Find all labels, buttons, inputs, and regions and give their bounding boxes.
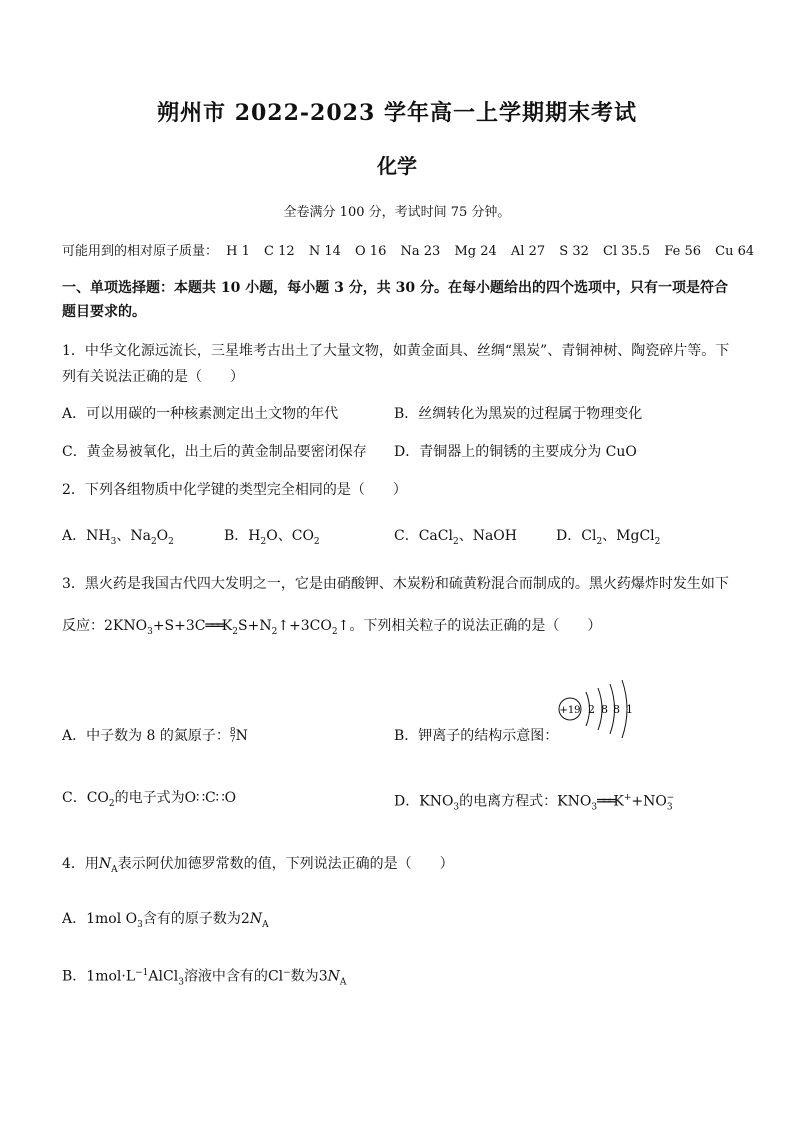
question-1-option-c: C．黄金易被氧化，出土后的黄金制品要密闭保存 (62, 444, 367, 460)
shell-electron-count: 1 (626, 703, 633, 716)
question-2-option-a: A．$NH_3$、$Na_2O_2$ (62, 528, 174, 547)
question-2-option-b: B．$H_2O$、$CO_2$ (224, 528, 320, 547)
atomic-mass-item: H 1 (226, 244, 250, 259)
shell-electron-count: 2 (588, 703, 595, 716)
question-4-option-b: B．$1mol\cdot L^{-1}AlCl_3$溶液中含有的Cl−数为$3N_A$ (62, 968, 347, 988)
shell-electron-count: 8 (613, 703, 620, 716)
question-3-option-d: D．$KNO_3$的电离方程式：$KNO_3═══K^++NO_3^-$ (394, 793, 675, 813)
exam-note: 全卷满分 100 分，考试时间 75 分钟。 (283, 205, 511, 220)
question-2-option-d: D．$Cl_2$、MgCl$_2$ (556, 528, 661, 547)
atomic-mass-item: Cu 64 (715, 244, 755, 259)
question-3-stem-line-2: 反应：$2KNO_3+S+3C═══K_2S+N_2↑+3CO_2↑$。下列相关粒子的说法正确的是（ ） (62, 618, 602, 637)
question-3-option-b: B．钾离子的结构示意图： (394, 728, 559, 744)
atomic-mass-item: O 16 (355, 244, 387, 259)
atomic-mass-item: Al 27 (510, 244, 546, 259)
atomic-masses-label: 可能用到的相对原子质量： (62, 244, 219, 259)
exam-title: 朔州市 2022-2023 学年高一上学期期末考试 (157, 100, 637, 126)
question-4-stem: 4．用$N_A$表示阿伏加德罗常数的值，下列说法正确的是（ ） (62, 856, 454, 875)
section-heading: 一、单项选择题：本题共 10 小题，每小题 3 分，共 30 分。在每小题给出的四个选项中，只有一项是符合题目要求的。 (62, 280, 728, 320)
question-2-option-c: C．CaCl$_2$、NaOH (394, 528, 517, 547)
nucleus-charge: +19 (559, 705, 581, 716)
atomic-mass-item: C 12 (264, 244, 295, 259)
atomic-mass-item: Cl 35.5 (603, 244, 651, 259)
question-4-option-a: A．1mol $O_3$含有的原子数为$2N_A$ (62, 911, 269, 930)
shell-electron-count: 8 (601, 703, 608, 716)
question-2-stem: 2．下列各组物质中化学键的类型完全相同的是（ ） (62, 482, 407, 498)
subject-title: 化学 (377, 154, 417, 178)
atomic-masses (62, 240, 764, 259)
question-3-option-a: A．中子数为 8 的氮原子：8 7N (62, 727, 248, 745)
question-3-option-c: C．$CO_2$的电子式为O∷C∷O (62, 790, 237, 809)
question-1-stem: 1．中华文化源远流长，三星堆考古出土了大量文物，如黄金面具、丝绸“黑炭”、青铜神树、陶瓷碎片等。下列有关说法正确的是（ ） (62, 343, 730, 385)
question-1-option-d: D．青铜器上的铜锈的主要成分为 CuO (394, 444, 637, 460)
atomic-mass-item: Mg 24 (454, 244, 497, 259)
question-1-option-b: B．丝绸转化为黑炭的过程属于物理变化 (394, 406, 643, 422)
question-3-stem-line-1: 3．黑火药是我国古代四大发明之一，它是由硝酸钾、木炭粉和硫黄粉混合而制成的。黑火药爆炸时发生如下 (62, 576, 729, 592)
question-1-option-a: A．可以用碳的一种核素测定出土文物的年代 (62, 406, 339, 422)
atomic-mass-item: N 14 (308, 244, 341, 259)
atomic-mass-item: Fe 56 (664, 244, 702, 259)
potassium-ion-structure-diagram (556, 678, 636, 738)
atomic-mass-item: S 32 (559, 244, 589, 259)
atomic-mass-item: Na 23 (400, 244, 441, 259)
